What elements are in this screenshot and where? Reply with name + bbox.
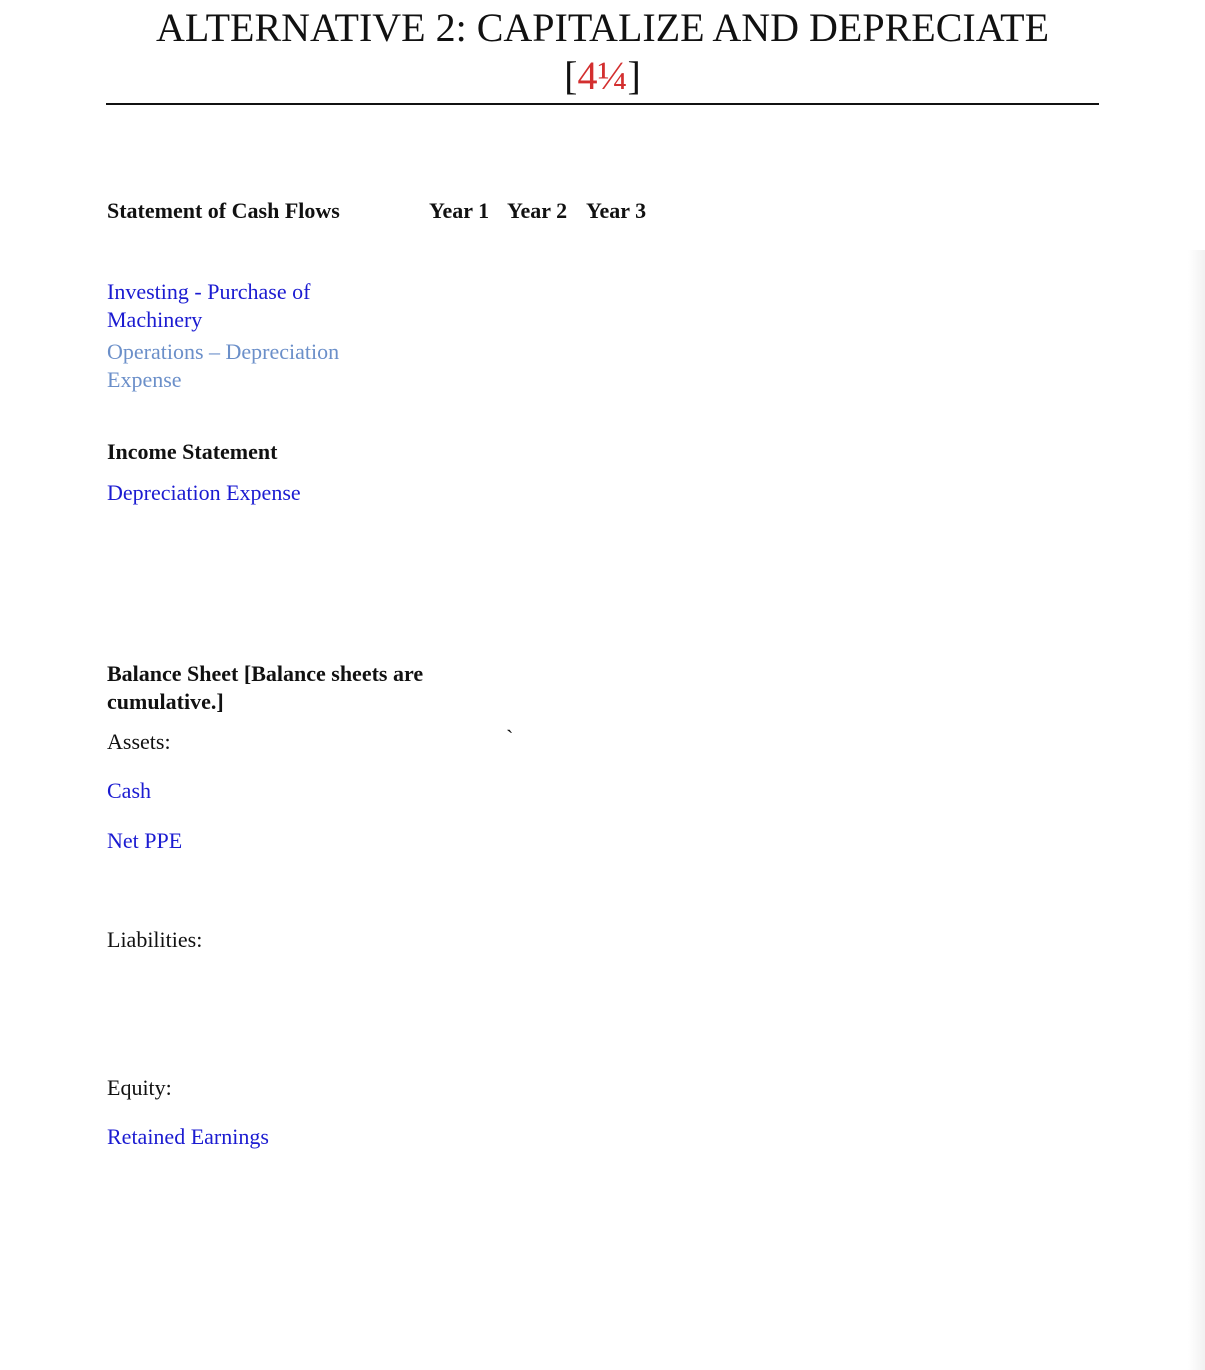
score-value: 4¼ xyxy=(577,53,628,98)
retained-earnings-item: Retained Earnings xyxy=(107,1124,269,1149)
operations-line-1: Operations – Depreciation xyxy=(107,339,340,364)
assets-label: Assets: xyxy=(107,729,171,754)
title-text: ALTERNATIVE 2: CAPITALIZE AND DEPRECIATE xyxy=(155,5,1050,50)
stray-mark: ` xyxy=(506,725,514,750)
title-divider xyxy=(106,103,1099,105)
score-annotation xyxy=(0,52,1205,100)
cash-item: Cash xyxy=(107,778,151,803)
score-close-bracket: ] xyxy=(627,53,641,98)
balance-sheet-heading-line-1: Balance Sheet [Balance sheets are xyxy=(107,661,424,686)
liabilities-label: Liabilities: xyxy=(107,927,203,952)
operations-line-2: Expense xyxy=(107,367,182,392)
income-statement-heading: Income Statement xyxy=(107,439,278,464)
cash-flows-heading: Statement of Cash Flows xyxy=(107,198,340,223)
balance-sheet-heading-line-2: cumulative.] xyxy=(107,689,224,714)
page-title xyxy=(0,4,1205,100)
net-ppe-item: Net PPE xyxy=(107,828,183,853)
score-open-bracket: [ xyxy=(564,53,578,98)
page-shadow xyxy=(1188,250,1205,1370)
column-year-1: Year 1 xyxy=(429,198,490,223)
equity-label: Equity: xyxy=(107,1075,172,1100)
column-year-2: Year 2 xyxy=(507,198,568,223)
investing-line-1: Investing - Purchase of xyxy=(107,279,311,304)
investing-line-2: Machinery xyxy=(107,307,203,332)
column-year-3: Year 3 xyxy=(586,198,647,223)
income-depreciation-expense: Depreciation Expense xyxy=(107,480,301,505)
